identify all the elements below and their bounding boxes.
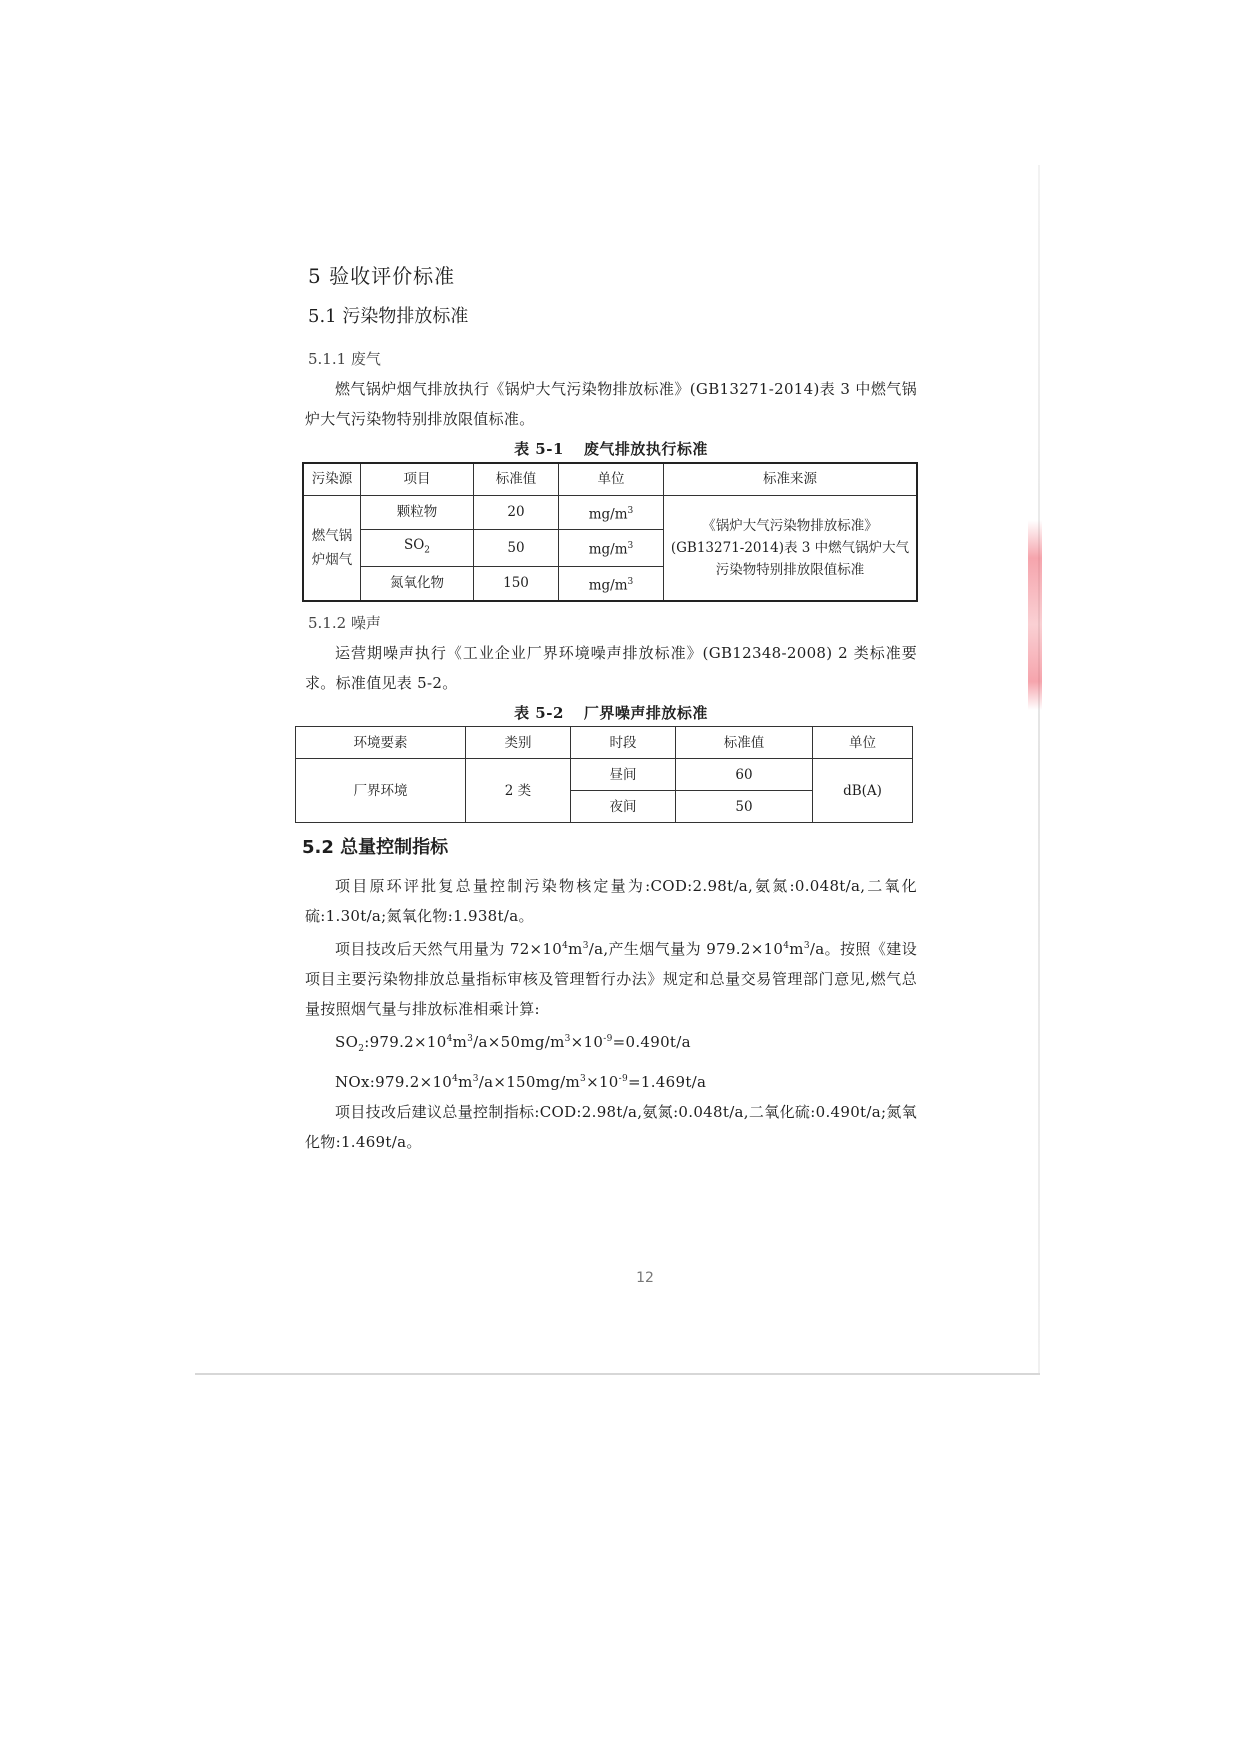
section-5-1-1-heading: 5.1.1 废气 [308,350,381,368]
unit-cell: $mg/m^3$ [559,495,664,530]
proposed-quota-paragraph: 项目技改后建议总量控制指标:COD:2.98t/a,氨氮:0.048t/a,二氧化硫:0.490t/a;氮氧化物:1.469t/a。 [305,1103,917,1152]
value-cell: 50 [474,530,559,567]
col-header-standard-source: 标准来源 [664,463,918,495]
nox-formula: $NOx:979.2\times 10^4m^3/a\times 150mg/m^3\times 10^{-9}=1.469t/a$ [335,1073,707,1092]
exhaust-standard-table [302,462,918,602]
so2-formula: $SO_2:979.2\times 10^4m^3/a\times 50mg/m^3\times 10^{-9}=0.490t/a$ [335,1033,691,1055]
table-header-row [296,727,913,759]
col-header-element: 环境要素 [296,727,466,759]
pollution-source-cell: 燃气锅炉烟气 [303,495,361,601]
table-header-row [303,463,917,495]
table-5-2-number: 表 5-2 [514,704,564,723]
exhaust-standard-paragraph: 燃气锅炉烟气排放执行《锅炉大气污染物排放标准》(GB13271-2014)表 3 中燃气锅炉大气污染物特别排放限值标准。 [305,380,917,428]
scan-edge-right [1038,165,1040,1375]
col-header-item: 项目 [361,463,474,495]
col-header-unit: 单位 [559,463,664,495]
page-content [302,250,917,1157]
value-cell: 50 [676,791,813,823]
item-cell: 颗粒物 [361,495,474,530]
section-5-2-heading: 5.2 总量控制指标 [302,837,449,859]
table-5-2-title: 厂界噪声排放标准 [583,704,708,723]
col-header-period: 时段 [571,727,676,759]
table-5-2-caption [305,700,917,726]
table-row [303,495,917,530]
red-stamp-fragment [1028,520,1042,710]
period-cell: 昼间 [571,759,676,791]
col-header-source: 污染源 [303,463,361,495]
table-5-1-caption [305,436,917,462]
noise-standard-table [295,726,913,823]
col-header-value: 标准值 [474,463,559,495]
category-cell: 2 类 [466,759,571,823]
section-5-1-2-heading: 5.1.2 噪声 [308,614,381,633]
value-cell: 150 [474,566,559,601]
period-cell: 夜间 [571,791,676,823]
scan-edge-bottom [195,1373,1040,1375]
col-header-category: 类别 [466,727,571,759]
unit-cell: dB(A) [813,759,913,823]
environment-element-cell: 厂界环境 [296,759,466,823]
col-header-unit: 单位 [813,727,913,759]
page-number: 12 [636,1270,654,1286]
table-row [296,759,913,791]
table-5-1-title: 废气排放执行标准 [583,440,708,458]
standard-source-cell: 《锅炉大气污染物排放标准》(GB13271-2014)表 3 中燃气锅炉大气污染物特别排放限值标准 [664,495,918,601]
value-cell: 20 [474,495,559,530]
table-5-1-number: 表 5-1 [514,440,564,458]
unit-cell: $mg/m^3$ [559,566,664,601]
gas-usage-paragraph: 项目技改后天然气用量为 $72\times 10^4m^3/a$,产生烟气量为 $979.2\times 10^4m^3/a$。按照《建设项目主要污染物排放总量指标审核及管理暂行办法》规定和总量交易管理部门意见,燃气总量按照烟气量与排放标准相乘计算: [305,940,917,1019]
original-quota-paragraph: 项目原环评批复总量控制污染物核定量为:COD:2.98t/a,氨氮:0.048t/a,二氧化硫:1.30t/a;氮氧化物:1.938t/a。 [305,877,917,926]
section-5-1-heading: 5.1 污染物排放标准 [308,306,469,327]
item-cell: $SO_2$ [361,530,474,567]
col-header-value: 标准值 [676,727,813,759]
item-cell: 氮氧化物 [361,566,474,601]
unit-cell: $mg/m^3$ [559,530,664,567]
section-5-heading: 5 验收评价标准 [308,264,456,288]
value-cell: 60 [676,759,813,791]
noise-standard-paragraph: 运营期噪声执行《工业企业厂界环境噪声排放标准》(GB12348-2008) 2 类标准要求。标准值见表 5-2。 [305,644,917,693]
